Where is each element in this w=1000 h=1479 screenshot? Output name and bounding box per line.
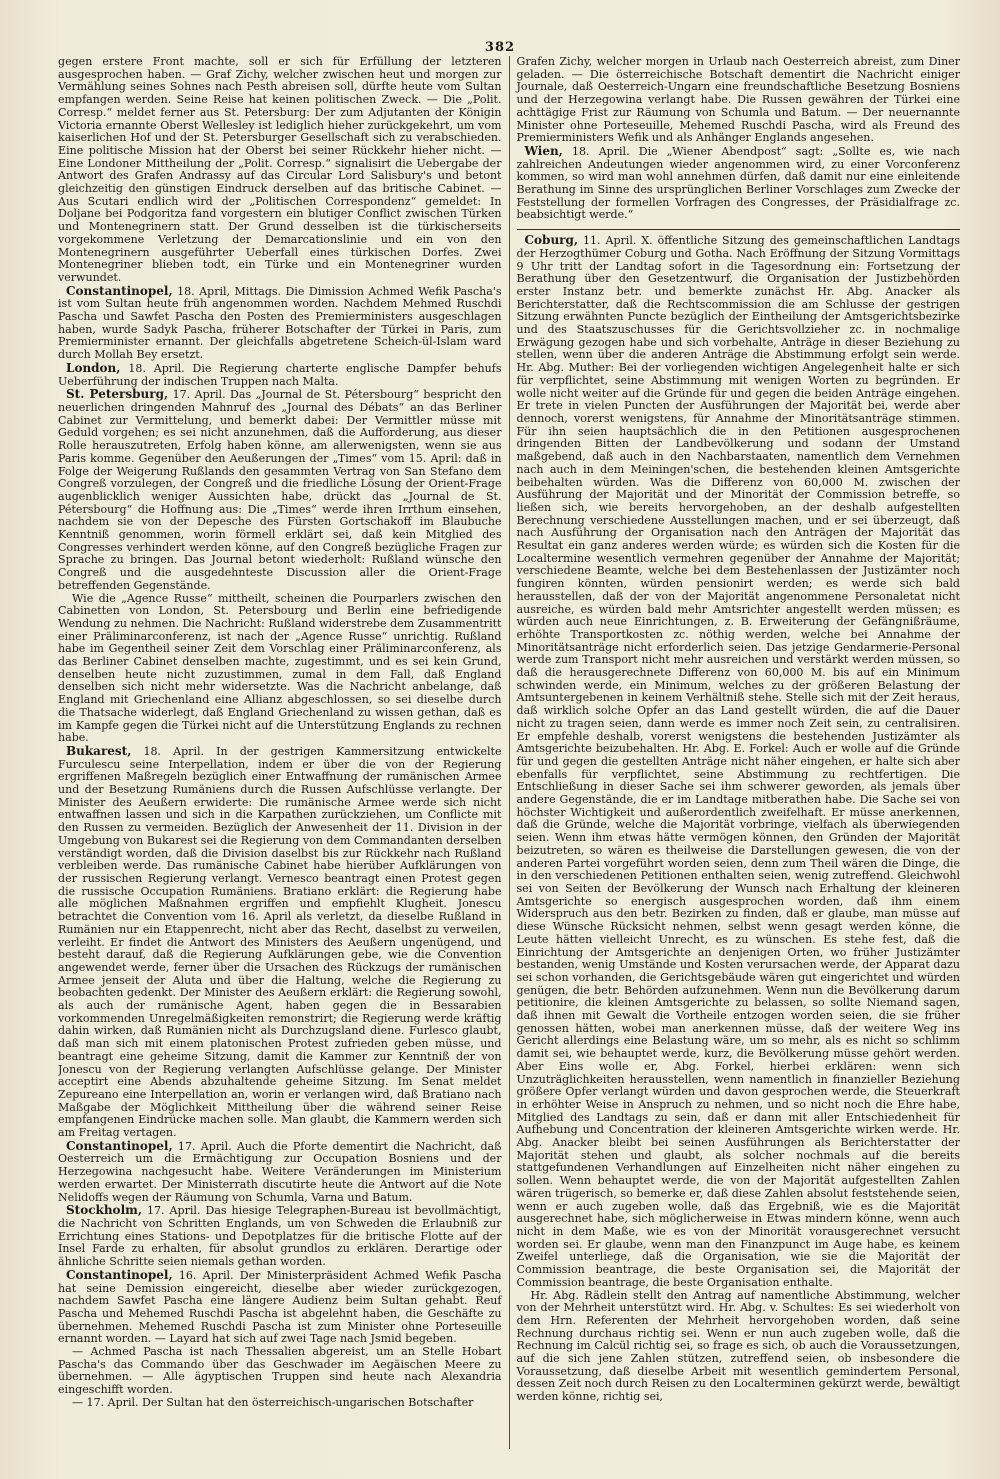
news-body: 17. April. Das „Journal de St. Pétersbourg“ bespricht den neuerlichen dringenden Mahnruf des „Journal des Débats“ an das Berliner Cabinet zur Vermittelung, und bemerkt dabei: Der Vermittler müsse mit Geduld vorgehen; es sei nicht anzunehmen, daß die Aufforderung, aus dieser Rolle herauszutreten, Erfolg haben könne, am allerwenigsten, wenn sie aus Paris komme. Gegenüber den Aeußerungen der „Times“ vom 15. April: daß in Folge der Weigerung Rußlands den gesammten Vertrag von San Stefano dem Congreß vorzulegen, der Congreß und die friedliche Lösung der Orient-Frage augenblicklich weniger Aussichten habe, drückt das „Journal de St. Pétersbourg“ die Hoffnung aus: Die „Times“ werde ihren Irrthum einsehen, nachdem sie von der Depesche des Fürsten Gortschakoff im Blaubuche Kenntniß genommen, worin förmell erklärt sei, daß kein Mitglied des Congresses verhindert werden könne, auf den Congreß bezügliche Fragen zur Sprache zu bringen. Das Journal betont wiederholt: Rußland wünsche den Congreß und die ausgedehnteste Discussion aller die Orient-Frage betreffenden Gegenstände.	[58, 388, 502, 592]
news-item	[58, 1204, 502, 1269]
news-body: 18. April. Die „Wiener Abendpost“ sagt: „Sollte es, wie nach zahlreichen Andeutungen wieder angenommen wird, zu einer Vorconferenz kommen, so wird man wohl annehmen dürfen, daß damit nur eine einleitende Berathung im Sinne des ursprünglichen Berliner Vorschlages zum Zwecke der Feststellung der formellen Vorfragen des Congresses, der Präsidialfrage zc. beabsichtigt werde.“	[516, 144, 960, 222]
news-body: 11. April. X. öffentliche Sitzung des gemeinschaftlichen Landtags der Herzogthümer Coburg und Gotha. Nach Eröffnung der Sitzung Vormittags 9 Uhr tritt der Landtag sofort in die Tagesordnung ein: Fortsetzung der Berathung über den Gesetzentwurf, die Organisation der Justizbehörden erster Instanz betr. und bemerkte zunächst Hr. Abg. Anacker als Berichterstatter, daß die Rechtscommission die am Schlusse der gestrigen Sitzung erwähnten Puncte bezüglich der Eintheilung der Amtsgerichtsbezirke und des Staatszuschusses für die Gerichtsvollzieher zc. in nochmalige Erwägung gezogen habe und sich vorbehalte, Anträge in dieser Beziehung zu stellen, wenn über die anderen Anträge die Abstimmung erfolgt sein werde. Hr. Abg. Muther: Bei der vorliegenden wichtigen Angelegenheit halte er sich für verpflichtet, seine Abstimmung mit wenigen Worten zu begründen. Er wolle nicht weiter auf die Gründe für und gegen die beiden Anträge eingehen. Er trete in vielen Puncten der Ausführungen der Majorität bei, werde aber dennoch, vorerst wenigstens, für Annahme der Minoritätsanträge stimmen. Für ihn seien hauptsächlich die in den Petitionen ausgesprochenen dringenden Bitten der Landbevölkerung und sodann der Umstand maßgebend, daß auch in den Nachbarstaaten, namentlich dem Vernehmen nach auch in dem Meiningen'schen, die bestehenden kleinen Amtsgerichte beibehalten würden. Was die Differenz von 60,000 M. zwischen der Ausführung der Majorität und der Minorität der Commission betreffe, so ließen sich, wie bereits hervorgehoben, an der deshalb aufgestellten Berechnung verschiedene Ausstellungen machen, und er sei überzeugt, daß nach Ausführung der Organisation nach den Anträgen der Majorität das Resultat ein ganz anderes werden würde; es würden sich die Kosten für die Localtermine wesentlich vermehren gegenüber der Annahme der Majorität; verschiedene Beamte, welche bei dem Bestehenlassen der Justizämter noch fungiren könnten, würden pensionirt werden; es werde sich bald herausstellen, daß der von der Majorität angenommene Personaletat nicht ausreiche, es würden bald mehr Amtsrichter angestellt werden müssen; es würden auch neue Einrichtungen, z. B. Erweiterung der Gefängnißräume, erhöhte Transportkosten zc. nöthig werden, welche bei Annahme der Minoritätsanträge nicht erforderlich seien. Das jetzige Gendarmerie-Personal werde zum Transport nicht mehr ausreichen und verstärkt werden müssen, so daß die herausgerechnete Differenz von 60,000 M. bis auf ein Minimum schwinden werde, ein Minimum, welches zu der größeren Belastung der Amtsuntergebenen in keinem Verhältniß stehe. Stelle sich mit der Zeit heraus, daß wirklich solche Opfer an das Land gestellt würden, die auf die Dauer nicht zu tragen seien, dann werde es immer noch Zeit sein, zu centralisiren. Er empfehle deshalb, vorerst wenigstens die bestehenden Justizämter als Amtsgerichte beizubehalten. Hr. Abg. E. Forkel: Auch er wolle auf die Gründe für und gegen die gestellten Anträge nicht näher eingehen, er halte sich aber ebenfalls für verpflichtet, seine Abstimmung zu rechtfertigen. Die Entschließung in dieser Sache sei ihm schwerer geworden, als jemals über andere Gegenstände, die er im Landtage mitberathen habe. Die Sache sei von höchster Wichtigkeit und außerordentlich zweifelhaft. Er müsse anerkennen, daß die Gründe, welche die Majorität vorbringe, vielfach als überwiegenden seien. Wenn ihm etwas hätte vermögen können, den Gründen der Majorität beizutreten, so wären es theilweise die Darstellungen gewesen, die von der anderen Partei vorgeführt worden seien, denn zum Theil wären die Dinge, die in den verschiedenen Petitionen enthalten seien, wenig zutreffend. Gleichwohl sei von Seiten der Bevölkerung der Wunsch nach Erhaltung der kleineren Amtsgerichte so energisch ausgesprochen worden, daß ihm einem Widerspruch aus den betr. Bezirken zu finden, daß er glaube, man müsse auf diese Wünsche Rücksicht nehmen, selbst wenn gesagt werden könne, die Leute hätten vielleicht Unrecht, es zu wünschen. Es stehe fest, daß die Einrichtung der Amtsgerichte an denjenigen Orten, wo früher Justizämter bestanden, wenig Umstände und Kosten verursachen werde, der Apparat dazu sei schon vorhanden, die Gerichtsgebäude wären gut eingerichtet und würden genügen, die betr. Behörden aufzunehmen. Wenn nun die Bevölkerung darum petitionire, die kleinen Amtsgerichte zu belassen, so sollte Niemand sagen, daß ihnen mit Gewalt die Vortheile entzogen worden seien, die sie früher genossen hätten, wobei man anerkennen müsse, daß der weitere Weg ins Gericht allerdings eine Belastung wäre, um so mehr, als es nicht so schlimm damit sei, wie behauptet werde, kurz, die Bevölkerung müsse gehört werden. Aber Eins wolle er, Abg. Forkel, hierbei erklären: wenn sich Unzuträglichkeiten herausstellen, wenn namentlich in finanzieller Beziehung größere Opfer verlangt würden und davon gesprochen werde, die Steuerkraft in erhöhter Weise in Anspruch zu nehmen, und so nicht noch die Ehre habe, Mitglied des Landtags zu sein, daß er dann mit aller Entschiedenheit für Aufhebung und Concentration der kleineren Amtsgerichte wirken werde. Hr. Abg. Anacker bleibt bei seinen Ausführungen als Berichterstatter der Majorität stehen und glaubt, als solcher nochmals auf die bereits stattgefundenen Verhandlungen auf Einzelheiten nicht näher eingehen zu sollen. Wenn behauptet werde, die von der Majorität aufgestellten Zahlen wären trügerisch, so bemerke er, daß diese Zahlen absolut feststehende seien, wenn er auch zugeben wolle, daß das Ergebniß, wie es die Majorität ausgerechnet habe, sich möglicherweise in Etwas mindern könne, wenn auch nicht in dem Maße, wie es von der Minorität vorausgerechnet versucht worden sei. Er glaube, wenn man den Finanzpunct im Auge habe, es keinem Zweifel unterliege, daß die Organisation, wie sie die Majorität der Commission beantrage, die beste Organisation sei, die Majorität der Commission beantrage, die beste Organisation enthalte.	[516, 234, 960, 1289]
news-body: 17. April. Auch die Pforte dementirt die Nachricht, daß Oesterreich um die Ermächtigung zur Occupation Bosniens und der Herzegowina nachgesucht habe. Weitere Veränderungen im Ministerium werden erwartet. Der Ministerrath discutirte heute die Antwort auf die Note Nelidoffs wegen der Räumung von Schumla, Varna und Batum.	[58, 1139, 502, 1204]
columns	[58, 56, 960, 1449]
news-item	[58, 745, 502, 1140]
news-body: 16. April. Der Ministerpräsident Achmed Wefik Pascha hat seine Demission eingereicht, dieselbe aber wieder zurückgezogen, nachdem Sawfet Pascha eine längere Audienz beim Sultan gehabt. Reuf Pascha und Mehemed Ruschdi Pascha ist abgelehnt haben, die Geschäfte zu übernehmen. Mehemed Ruschdi Pascha ist zum Minister ohne Porteseuille ernannt worden. — Layard hat sich auf zwei Tage nach Jsmid begeben.	[58, 1268, 502, 1346]
news-item	[517, 145, 961, 222]
paragraph: Hr. Abg. Rädlein stellt den Antrag auf namentliche Abstimmung, welcher von der Mehrheit unterstützt wird. Hr. Abg. v. Schultes: Es sei wiederholt von dem Hrn. Referenten der Mehrheit hervorgehoben worden, daß seine Rechnung durchaus richtig sei. Wenn er nun auch zugeben wolle, daß die Rechnung im Calcül richtig sei, so frage es sich, ob auch die Voraussetzungen, auf die sich jene Zahlen stützen, zutreffend seien, ob insbesondere die Voraussetzung, daß dieselbe Arbeit mit wesentlich gemindertem Personal, dessen Zeit noch durch Reisen zu den Localterminen gekürzt werde, bewältigt werden könne, richtig sei,	[516, 1288, 960, 1404]
news-dateline: Constantinopel,	[66, 283, 173, 298]
news-item	[58, 388, 502, 592]
paragraph: — Achmed Pascha ist nach Thessalien abgereist, um an Stelle Hobart Pascha's das Commando über das Geschwader im Aegäischen Meere zu übernehmen. — Alle ägyptischen Truppen sind heute nach Alexandria eingeschifft worden.	[58, 1345, 502, 1397]
news-item	[58, 1269, 502, 1346]
news-dateline: London,	[66, 360, 121, 375]
paragraph: — 17. April. Der Sultan hat den österreichisch-ungarischen Botschafter	[72, 1395, 474, 1409]
right-column-bottom-section	[517, 234, 961, 1404]
left-column	[58, 56, 509, 1449]
news-body: 17. April. Das hiesige Telegraphen-Bureau ist bevollmächtigt, die Nachricht von Schritten Englands, um von Schweden die Erlaubniß zur Errichtung eines Stations- und Depotplatzes für die britische Flotte auf der Insel Farde zu erhalten, für absolut grundlos zu erklären. Derartige oder ähnliche Schritte seien niemals gethan worden.	[58, 1204, 502, 1269]
news-dateline: Bukarest,	[66, 743, 132, 758]
news-dateline: St. Petersburg,	[66, 387, 169, 402]
page-number: 382	[484, 40, 516, 55]
section-divider	[517, 229, 961, 230]
news-item	[517, 234, 961, 1289]
right-column-top-section	[517, 56, 961, 226]
right-column	[510, 56, 961, 1449]
news-body: 18. April, Mittags. Die Dimission Achmed Wefik Pascha's ist vom Sultan heute früh angenommen worden. Nachdem Mehmed Ruschdi Pascha und Sawfet Pascha den Posten des Premierministers ausgeschlagen haben, wurde Sadyk Pascha, früherer Botschafter der Türkei in Paris, zum Premierminister ernannt. Der gleichfalls abgetretene Scheich-ül-Islam ward durch Mollah Bey ersetzt.	[58, 284, 502, 362]
news-body: 18. April. In der gestrigen Kammersitzung entwickelte Furculescu seine Interpellation, indem er über die von der Regierung ergriffenen Maßregeln bezüglich einer Entwaffnung der rumänischen Armee und der Besetzung Rumäniens durch die Russen Aufschlüsse verlangte. Der Minister des Aeußern erwiderte: Die rumänische Armee werde sich nicht entwaffnen lassen und sich in die Karpathen zurückziehen, um Conflicte mit den Russen zu vermeiden. Bezüglich der Anwesenheit der 11. Division in der Umgebung von Bukarest sei die Regierung von dem Commandanten derselben verständigt worden, daß die Division daselbst bis zur Rückkehr nach Rußland verbleiben werde. Das rumänische Cabinet habe hierüber Aufklärungen von der russischen Regierung verlangt. Vernesco beantragt einen Protest gegen die russische Occupation Rumäniens. Bratiano erklärt: die Regierung habe alle möglichen Maßnahmen ergriffen und empfiehlt Klugheit. Jonescu betrachtet die Convention vom 16. April als verletzt, da dieselbe Rußland in Rumänien nur ein Etappenrecht, nicht aber das Recht, daselbst zu verweilen, verleiht. Er findet die Antwort des Ministers des Aeußern ungenügend, und besteht darauf, daß die Regierung Aufklärungen gebe, wie die Convention angewendet werde, ferner über die Ursachen des Rückzugs der rumänischen Armee jenseit der Aluta und über die Haltung, welche die Regierung zu beobachten gedenkt. Der Minister des Aeußern erklärt: die Regierung sowohl, als auch der rumänische Agent, haben gegen die in Bessarabien vorkommenden Unregelmäßigkeiten remonstrirt; die Regierung werde kräftig dahin wirken, daß Rumänien nicht als Durchzugsland diene. Furlesco glaubt, daß man sich mit einem platonischen Protest zufrieden geben müsse, und beantragt eine geheime Sitzung, damit die Kammer zur Kenntniß der von Jonescu von der Regierung verlangten Aufschlüsse gelange. Der Minister acceptirt eine Abends abzuhaltende geheime Sitzung. Im Senat meldet Zepureano eine Interpellation an, worin er verlangen wird, daß Bratiano nach Maßgabe der Möglichkeit Mittheilung über die während seiner Reise empfangenen Eindrücke machen solle. Man glaubt, die Kammern werden sich am Freitag vertagen.	[58, 744, 502, 1140]
news-item	[58, 285, 502, 362]
news-body: 18. April. Die Regierung charterte englische Dampfer behufs Ueberführung der indischen Truppen nach Malta.	[58, 361, 502, 388]
news-dateline: Stockholm,	[66, 1203, 142, 1218]
news-dateline: Coburg,	[524, 233, 579, 248]
news-item	[58, 1140, 502, 1205]
continued-paragraph: Grafen Zichy, welcher morgen in Urlaub nach Oesterreich abreist, zum Diner geladen. — Die österreichische Botschaft dementirt die Nachricht einiger Journale, daß Oesterreich-Ungarn eine freundschaftliche Besetzung Bosniens und der Herzegowina verlangt habe. Die Russen gewähren der Türkei eine achttägige Frist zur Räumung von Schumla und Batum. — Der neuernannte Minister ohne Porteseuille, Mehemed Ruschdi Pascha, wird als Freund des Premierministers Wefik und als Anhänger Englands angesehen.	[516, 56, 960, 145]
news-dateline: Constantinopel,	[66, 1267, 173, 1282]
paragraph: Wie die „Agence Russe“ mittheilt, scheinen die Pourparlers zwischen den Cabinetten von London, St. Petersbourg und Berlin eine befriedigende Wendung zu nehmen. Die Nachricht: Rußland widerstrebe dem Zusammentritt einer Präliminarconferenz, ist nach der „Agence Russe“ unrichtig. Rußland habe im Gegentheil seiner Zeit dem Vorschlag einer Präliminarconferenz, als das Berliner Cabinet denselben machte, zugestimmt, und es sei kein Grund, denselben heute nicht zuzustimmen, zumal in dem Fall, daß England denselben sich nicht mehr widersetzte. Was die Nachricht anbelange, daß England mit Griechenland eine Allianz abgeschlossen, so sei dieselbe durch die Thatsache widerlegt, daß England Griechenland zu wissen gethan, daß es im Kampfe gegen die Türkei nicht auf die Unterstützung Englands zu rechnen habe.	[58, 591, 502, 745]
news-dateline: Wien,	[524, 143, 563, 158]
news-dateline: Constantinopel,	[66, 1138, 173, 1153]
news-item	[58, 362, 502, 388]
continued-paragraph: gegen erstere Front machte, soll er sich für Erfüllung der letzteren ausgesprochen haben. — Graf Zichy, welcher zwischen heut und morgen zur Vermählung seines Sohnes nach Pesth abreisen soll, dürfte heute vom Sultan empfangen werden. Seine Reise hat keinen politischen Zweck. — Die „Polit. Corresp.“ meldet ferner aus St. Petersburg: Der zum Adjutanten der Königin Victoria ernannte Oberst Wellesley ist lediglich hieher zurückgekehrt, um vom kaiserlichen Hof und der St. Petersburger Gesellschaft sich zu verabschieden. Eine politische Mission hat der Oberst bei seiner Rückkehr hieher nicht. — Eine Londoner Mittheilung der „Polit. Corresp.“ signalisirt die Uebergabe der Antwort des Grafen Andrassy auf das Circular Lord Salisbury's und betont gleichzeitig den günstigen Eindruck derselben auf das britische Cabinet. — Aus Scutari endlich wird der „Politischen Correspondenz“ gemeldet: In Doljane bei Podgoritza fand vorgestern ein blutiger Conflict zwischen Türken und Montenegrinern statt. Der Grund desselben ist die türkischerseits vorgekommene Verletzung der Demarcationslinie und ein von den Montenegrinern ausgeführter Ueberfall eines türkischen Dorfes. Zwei Montenegriner blieben todt, ein Türke und ein Montenegriner wurden verwundet.	[58, 56, 502, 284]
